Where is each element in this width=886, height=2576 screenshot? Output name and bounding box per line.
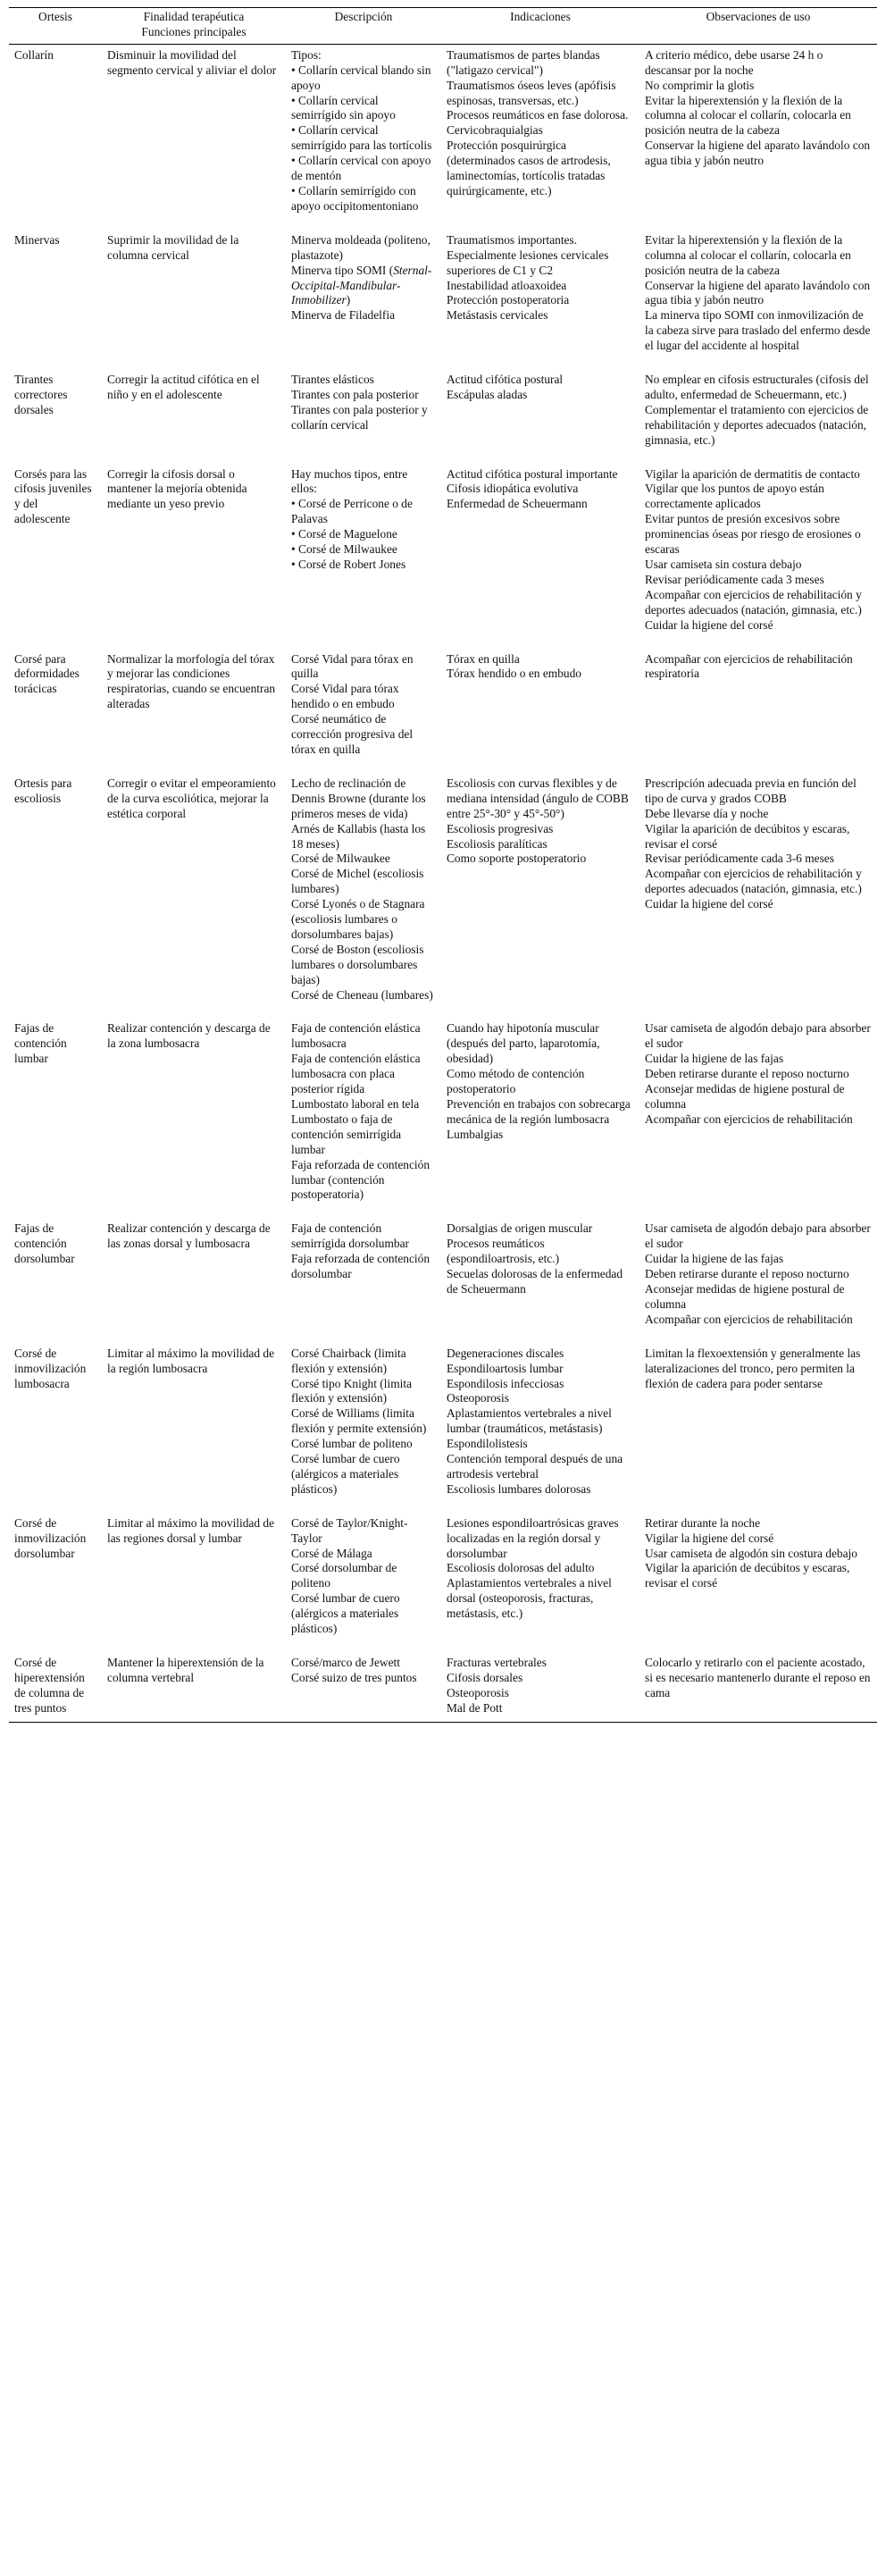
cell-line: Arnés de Kallabis (hasta los 18 meses) bbox=[291, 821, 426, 851]
cell-line: La minerva tipo SOMI con inmovilización de la cabeza sirve para traslado del enfermo desde el lugar del accidente al hospital bbox=[645, 308, 871, 353]
cell-line: Hay muchos tipos, entre ellos: bbox=[291, 466, 408, 496]
cell-observaciones bbox=[639, 370, 877, 465]
cell-ortesis: Tirantes correctores dorsales bbox=[14, 373, 68, 416]
cell-line: Prescripción adecuada previa en función del tipo de curva y grados COBB bbox=[645, 776, 857, 805]
cell-indicaciones bbox=[441, 1514, 639, 1653]
cell-line: Faja reforzada de contención lumbar (contención postoperatoria) bbox=[291, 1157, 430, 1202]
header-ortesis: Ortesis bbox=[9, 8, 102, 45]
cell-line: • Collarín cervical semirrígido sin apoyo bbox=[291, 93, 396, 122]
cell-line: Conservar la higiene del aparato lavándolo con agua tibia y jabón neutro bbox=[645, 138, 871, 168]
cell-descripcion bbox=[286, 370, 441, 465]
cell-line: Acompañar con ejercicios de rehabilitación y deportes adecuados (natación, gimnasia, etc.) bbox=[645, 587, 862, 617]
cell-finalidad: Corregir la cifosis dorsal o mantener la mejoría obtenida mediante un yeso previo bbox=[107, 466, 247, 511]
cell-line: Corsé de Williams (limita flexión y permite extensión) bbox=[291, 1406, 427, 1436]
cell-descripcion bbox=[286, 1514, 441, 1653]
cell-finalidad: Disminuir la movilidad del segmento cervical y aliviar el dolor bbox=[107, 47, 277, 77]
cell-line: Espondilosis infecciosas bbox=[447, 1376, 564, 1390]
cell-line: Corsé suizo de tres puntos bbox=[291, 1670, 417, 1684]
cell-line: • Collarín cervical con apoyo de mentón bbox=[291, 154, 431, 183]
cell-descripcion bbox=[286, 1653, 441, 1722]
cell-line: Corsé Vidal para tórax hendido o en embudo bbox=[291, 682, 399, 711]
cell-line: Tirantes con pala posterior y collarín cervical bbox=[291, 402, 428, 432]
table-row bbox=[9, 44, 877, 230]
cell-line: Traumatismos óseos leves (apófisis espinosas, transversas, etc.) bbox=[447, 78, 616, 107]
cell-line: Degeneraciones discales bbox=[447, 1346, 564, 1360]
cell-line: Cuidar la higiene del corsé bbox=[645, 617, 773, 632]
cell-ortesis: Collarín bbox=[14, 47, 54, 62]
cell-line: Debe llevarse día y noche bbox=[645, 806, 769, 820]
cell-line: Mal de Pott bbox=[447, 1700, 503, 1715]
cell-line: Evitar puntos de presión excesivos sobre prominencias óseas por riesgo de erosiones o escaras bbox=[645, 512, 861, 557]
cell-line: • Corsé de Milwaukee bbox=[291, 542, 397, 557]
cell-line: Cifosis dorsales bbox=[447, 1670, 523, 1684]
cell-line: Corsé Chairback (limita flexión y extensión) bbox=[291, 1346, 406, 1375]
cell-observaciones bbox=[639, 465, 877, 650]
table-row bbox=[9, 465, 877, 650]
cell-descripcion bbox=[286, 1219, 441, 1343]
cell-line: Tirantes con pala posterior bbox=[291, 387, 419, 401]
cell-line: Acompañar con ejercicios de rehabilitación bbox=[645, 1312, 853, 1326]
cell-line: Usar camiseta de algodón debajo para absorber el sudor bbox=[645, 1221, 871, 1251]
cell-line: Aplastamientos vertebrales a nivel dorsal (osteoporosis, fracturas, metástasis, etc.) bbox=[447, 1576, 612, 1621]
cell-line: Espondiloartosis lumbar bbox=[447, 1361, 564, 1375]
cell-line: Vigilar que los puntos de apoyo están correctamente aplicados bbox=[645, 482, 824, 511]
cell-line: Traumatismos de partes blandas ("latigazo cervical") bbox=[447, 47, 600, 77]
table-row bbox=[9, 1344, 877, 1514]
cell-finalidad: Mantener la hiperextensión de la columna vertebral bbox=[102, 1653, 286, 1722]
cell-indicaciones bbox=[441, 1219, 639, 1343]
cell-line: Lumbostato o faja de contención semirrígida lumbar bbox=[291, 1112, 402, 1156]
cell-line: Faja reforzada de contención dorsolumbar bbox=[291, 1252, 430, 1281]
cell-descripcion bbox=[286, 44, 441, 230]
cell-line: Protección postoperatoria bbox=[447, 293, 570, 307]
cell-line: Deben retirarse durante el reposo nocturno bbox=[645, 1067, 849, 1081]
cell-line: Faja de contención semirrígida dorsolumbar bbox=[291, 1221, 410, 1251]
cell-line: Protección posquirúrgica (determinados casos de artrodesis, laminectomías, tortícolis tratadas quirúrgicamente, etc.) bbox=[447, 138, 611, 197]
cell-descripcion bbox=[286, 1344, 441, 1514]
cell-line: Escápulas aladas bbox=[447, 387, 528, 401]
cell-line: Acompañar con ejercicios de rehabilitación bbox=[645, 1112, 853, 1126]
header-observaciones: Observaciones de uso bbox=[639, 8, 877, 45]
cell-line: Actitud cifótica postural bbox=[447, 373, 564, 387]
cell-observaciones bbox=[639, 1019, 877, 1219]
cell-line: Cuidar la higiene del corsé bbox=[645, 897, 773, 911]
cell-line: Lumbostato laboral en tela bbox=[291, 1097, 420, 1111]
cell-line: Fracturas vertebrales bbox=[447, 1656, 547, 1669]
cell-finalidad: Corregir la actitud cifótica en el niño y en el adolescente bbox=[107, 373, 260, 401]
cell-line: Escoliosis dolorosas del adulto bbox=[447, 1561, 595, 1575]
table-row bbox=[9, 774, 877, 1019]
cell-line: Acompañar con ejercicios de rehabilitación respiratoria bbox=[645, 651, 853, 681]
cell-finalidad: Limitar al máximo la movilidad de las regiones dorsal y lumbar bbox=[107, 1515, 275, 1545]
cell-finalidad: Realizar contención y descarga de las zonas dorsal y lumbosacra bbox=[107, 1221, 271, 1251]
cell-observaciones bbox=[639, 1514, 877, 1653]
cell-line: Prevención en trabajos con sobrecarga mecánica de la región lumbosacra bbox=[447, 1097, 631, 1126]
cell-ortesis: Ortesis para escoliosis bbox=[14, 776, 72, 805]
cell-line: Vigilar la higiene del corsé bbox=[645, 1531, 774, 1545]
table-row bbox=[9, 1653, 877, 1722]
cell-line: Como método de contención postoperatorio bbox=[447, 1067, 585, 1096]
table-row bbox=[9, 650, 877, 774]
cell-line: Osteoporosis bbox=[447, 1391, 509, 1405]
cell-line: Procesos reumáticos en fase dolorosa. bbox=[447, 108, 629, 122]
cell-observaciones bbox=[639, 1344, 877, 1514]
cell-line: Corsé de Málaga bbox=[291, 1546, 372, 1560]
table-body bbox=[9, 44, 877, 1722]
cell-line: Revisar periódicamente cada 3 meses bbox=[645, 572, 824, 586]
cell-line: Vigilar la aparición de decúbitos y escaras, revisar el corsé bbox=[645, 1561, 850, 1590]
cell-line: Procesos reumáticos (espondiloartrosis, etc.) bbox=[447, 1237, 560, 1266]
cell-line: No comprimir la glotis bbox=[645, 78, 755, 92]
cell-descripcion bbox=[286, 465, 441, 650]
cell-descripcion bbox=[286, 231, 441, 370]
cell-finalidad: Corregir o evitar el empeoramiento de la curva escoliótica, mejorar la estética corporal bbox=[107, 776, 276, 820]
header-row bbox=[9, 8, 877, 45]
cell-line: Faja de contención elástica lumbosacra con placa posterior rígida bbox=[291, 1052, 421, 1096]
cell-line: Espondilolistesis bbox=[447, 1437, 528, 1451]
cell-indicaciones bbox=[441, 650, 639, 774]
table-row bbox=[9, 1514, 877, 1653]
cell-indicaciones bbox=[441, 1344, 639, 1514]
cell-indicaciones bbox=[441, 44, 639, 230]
cell-descripcion bbox=[286, 774, 441, 1019]
table-header bbox=[9, 8, 877, 45]
cell-line: Corsé Lyonés o de Stagnara (escoliosis lumbares o dorsolumbares bajas) bbox=[291, 897, 425, 941]
cell-observaciones bbox=[639, 44, 877, 230]
cell-line: No emplear en cifosis estructurales (cifosis del adulto, enfermedad de Scheuermann, etc.) bbox=[645, 373, 869, 401]
cell-line: Corsé de Milwaukee bbox=[291, 852, 390, 866]
cell-line: Tórax hendido o en embudo bbox=[447, 667, 581, 681]
table-row bbox=[9, 231, 877, 370]
cell-line: Tórax en quilla bbox=[447, 651, 520, 666]
cell-line: Aconsejar medidas de higiene postural de columna bbox=[645, 1281, 845, 1311]
cell-indicaciones bbox=[441, 370, 639, 465]
cell-line: Deben retirarse durante el reposo nocturno bbox=[645, 1267, 849, 1281]
cell-ortesis: Corsé de hiperextensión de columna de tres puntos bbox=[9, 1653, 102, 1722]
cell-line: Traumatismos importantes. Especialmente lesiones cervicales superiores de C1 y C2 bbox=[447, 232, 609, 277]
cell-line: Enfermedad de Scheuermann bbox=[447, 497, 588, 511]
cell-line: Corsé de Cheneau (lumbares) bbox=[291, 987, 433, 1002]
cell-line: Minerva moldeada (politeno, plastazote) bbox=[291, 232, 430, 262]
cell-line: Tipos: bbox=[291, 47, 322, 62]
cell-line: Minerva de Filadelfia bbox=[291, 308, 396, 323]
cell-line: Aplastamientos vertebrales a nivel lumbar (traumáticos, metástasis) bbox=[447, 1406, 612, 1436]
cell-finalidad: Realizar contención y descarga de la zona lumbosacra bbox=[107, 1021, 271, 1051]
cell-line: Corsé tipo Knight (limita flexión y extensión) bbox=[291, 1376, 413, 1405]
cell-line: Tirantes elásticos bbox=[291, 373, 374, 387]
cell-line: Vigilar la aparición de decúbitos y escaras, revisar el corsé bbox=[645, 821, 850, 851]
cell-finalidad: Suprimir la movilidad de la columna cervical bbox=[107, 232, 239, 262]
cell-line: Escoliosis con curvas flexibles y de mediana intensidad (ángulo de COBB entre 25°-30° y 45°-50°) bbox=[447, 776, 629, 820]
cell-line: Aconsejar medidas de higiene postural de columna bbox=[645, 1082, 845, 1111]
cell-line: Dorsalgias de origen muscular bbox=[447, 1221, 593, 1236]
header-finalidad: Finalidad terapéutica Funciones principales bbox=[102, 8, 286, 45]
cell-observaciones bbox=[639, 231, 877, 370]
cell-line: Limitan la flexoextensión y generalmente las lateralizaciones del tronco, pero permiten la flexión de cadera para poder sentarse bbox=[645, 1346, 861, 1390]
orthosis-table bbox=[9, 7, 877, 1723]
cell-line: Retirar durante la noche bbox=[645, 1515, 761, 1530]
cell-finalidad: Normalizar la morfología del tórax y mejorar las condiciones respiratorias, cuando se encuentran alteradas bbox=[107, 651, 276, 711]
table-row bbox=[9, 1019, 877, 1219]
cell-line: Cuidar la higiene de las fajas bbox=[645, 1252, 784, 1266]
cell-line: Usar camiseta de algodón sin costura debajo bbox=[645, 1546, 857, 1560]
cell-line: Escoliosis lumbares dolorosas bbox=[447, 1481, 591, 1496]
cell-line: Actitud cifótica postural importante bbox=[447, 466, 618, 481]
cell-line: Corsé lumbar de cuero (alérgicos a materiales plásticos) bbox=[291, 1452, 400, 1496]
cell-line: Corsé lumbar de cuero (alérgicos a materiales plásticos) bbox=[291, 1591, 400, 1636]
cell-line: Complementar el tratamiento con ejercicios de rehabilitación y deportes adecuados (natación, gimnasia, etc.) bbox=[645, 402, 869, 447]
cell-ortesis: Corsé de inmovilización dorsolumbar bbox=[14, 1515, 87, 1560]
cell-line: Cervicobraquialgias bbox=[447, 123, 543, 138]
cell-indicaciones bbox=[441, 1653, 639, 1722]
header-indicaciones: Indicaciones bbox=[441, 8, 639, 45]
cell-line: Revisar periódicamente cada 3-6 meses bbox=[645, 852, 834, 866]
cell-line: Escoliosis paralíticas bbox=[447, 836, 547, 851]
cell-ortesis: Fajas de contención lumbar bbox=[14, 1021, 67, 1066]
cell-finalidad: Limitar al máximo la movilidad de la región lumbosacra bbox=[107, 1346, 275, 1375]
cell-observaciones bbox=[639, 650, 877, 774]
cell-line: Corsé de Boston (escoliosis lumbares o dorsolumbares bajas) bbox=[291, 942, 424, 986]
cell-descripcion bbox=[286, 650, 441, 774]
cell-indicaciones bbox=[441, 465, 639, 650]
cell-line: Cifosis idiopática evolutiva bbox=[447, 482, 579, 496]
cell-line: Secuelas dolorosas de la enfermedad de Scheuermann bbox=[447, 1267, 623, 1296]
table-row bbox=[9, 1219, 877, 1343]
cell-line: Lumbalgias bbox=[447, 1127, 504, 1141]
cell-line: Lecho de reclinación de Dennis Browne (durante los primeros meses de vida) bbox=[291, 776, 426, 820]
cell-line: Usar camiseta de algodón debajo para absorber el sudor bbox=[645, 1021, 871, 1051]
cell-line: Minerva tipo SOMI (Sternal-Occipital-Mandibular-Inmobilizer) bbox=[291, 263, 432, 307]
cell-line: Contención temporal después de una artrodesis vertebral bbox=[447, 1452, 623, 1481]
cell-ortesis: Fajas de contención dorsolumbar bbox=[14, 1221, 75, 1266]
cell-line: Corsé lumbar de politeno bbox=[291, 1437, 413, 1451]
cell-observaciones bbox=[639, 774, 877, 1019]
cell-line: • Corsé de Perricone o de Palavas bbox=[291, 497, 413, 526]
cell-line: Cuando hay hipotonía muscular (después del parto, laparotomía, obesidad) bbox=[447, 1021, 600, 1066]
cell-line: Corsé de Michel (escoliosis lumbares) bbox=[291, 867, 424, 896]
cell-line: Corsé neumático de corrección progresiva del tórax en quilla bbox=[291, 712, 414, 756]
cell-line: Osteoporosis bbox=[447, 1685, 509, 1699]
cell-line: Corsé Vidal para tórax en quilla bbox=[291, 651, 414, 681]
table-row bbox=[9, 370, 877, 465]
cell-line: Evitar la hiperextensión y la flexión de la columna al colocar el collarín, colocarla en posición neutra de la cabeza bbox=[645, 232, 851, 277]
cell-line: Cuidar la higiene de las fajas bbox=[645, 1052, 784, 1066]
cell-line: • Collarín cervical semirrígido para las tortícolis bbox=[291, 123, 432, 153]
cell-line: Metástasis cervicales bbox=[447, 308, 548, 323]
cell-line: • Corsé de Maguelone bbox=[291, 527, 397, 541]
cell-line: Acompañar con ejercicios de rehabilitación y deportes adecuados (natación, gimnasia, etc.) bbox=[645, 867, 862, 896]
cell-indicaciones bbox=[441, 1019, 639, 1219]
cell-ortesis: Corsé de inmovilización lumbosacra bbox=[14, 1346, 87, 1390]
cell-line: Lesiones espondiloartrósicas graves localizadas en la región dorsal y dorsolumbar bbox=[447, 1515, 619, 1560]
cell-line: Faja de contención elástica lumbosacra bbox=[291, 1021, 421, 1051]
cell-descripcion bbox=[286, 1019, 441, 1219]
cell-line: Usar camiseta sin costura debajo bbox=[645, 558, 802, 571]
cell-line: Conservar la higiene del aparato lavándolo con agua tibia y jabón neutro bbox=[645, 278, 871, 307]
cell-line: Vigilar la aparición de dermatitis de contacto bbox=[645, 466, 860, 481]
cell-line: Escoliosis progresivas bbox=[447, 821, 554, 835]
cell-line: Corsé de Taylor/Knight-Taylor bbox=[291, 1515, 408, 1545]
cell-line: • Collarín semirrígido con apoyo occipitomentoniano bbox=[291, 183, 419, 213]
cell-indicaciones bbox=[441, 231, 639, 370]
cell-line: Corsé dorsolumbar de politeno bbox=[291, 1561, 397, 1590]
cell-observaciones bbox=[639, 1219, 877, 1343]
cell-ortesis: Corsé para deformidades torácicas bbox=[14, 651, 79, 696]
cell-line: Evitar la hiperextensión y la flexión de la columna al colocar el collarín, colocarla en posición neutra de la cabeza bbox=[645, 93, 851, 138]
cell-indicaciones bbox=[441, 774, 639, 1019]
cell-line: • Corsé de Robert Jones bbox=[291, 558, 406, 571]
cell-ortesis: Minervas bbox=[14, 232, 60, 247]
cell-line: A criterio médico, debe usarse 24 h o descansar por la noche bbox=[645, 47, 823, 77]
header-descripcion: Descripción bbox=[286, 8, 441, 45]
cell-line: Corsé/marco de Jewett bbox=[291, 1656, 400, 1669]
cell-observaciones bbox=[639, 1653, 877, 1722]
cell-ortesis: Corsés para las cifosis juveniles y del adolescente bbox=[14, 466, 92, 526]
cell-line: • Collarín cervical blando sin apoyo bbox=[291, 63, 431, 92]
cell-line: Inestabilidad atloaxoidea bbox=[447, 278, 567, 292]
cell-line: Colocarlo y retirarlo con el paciente acostado, si es necesario mantenerlo durante el reposo en cama bbox=[645, 1656, 871, 1699]
cell-line: Como soporte postoperatorio bbox=[447, 852, 587, 866]
